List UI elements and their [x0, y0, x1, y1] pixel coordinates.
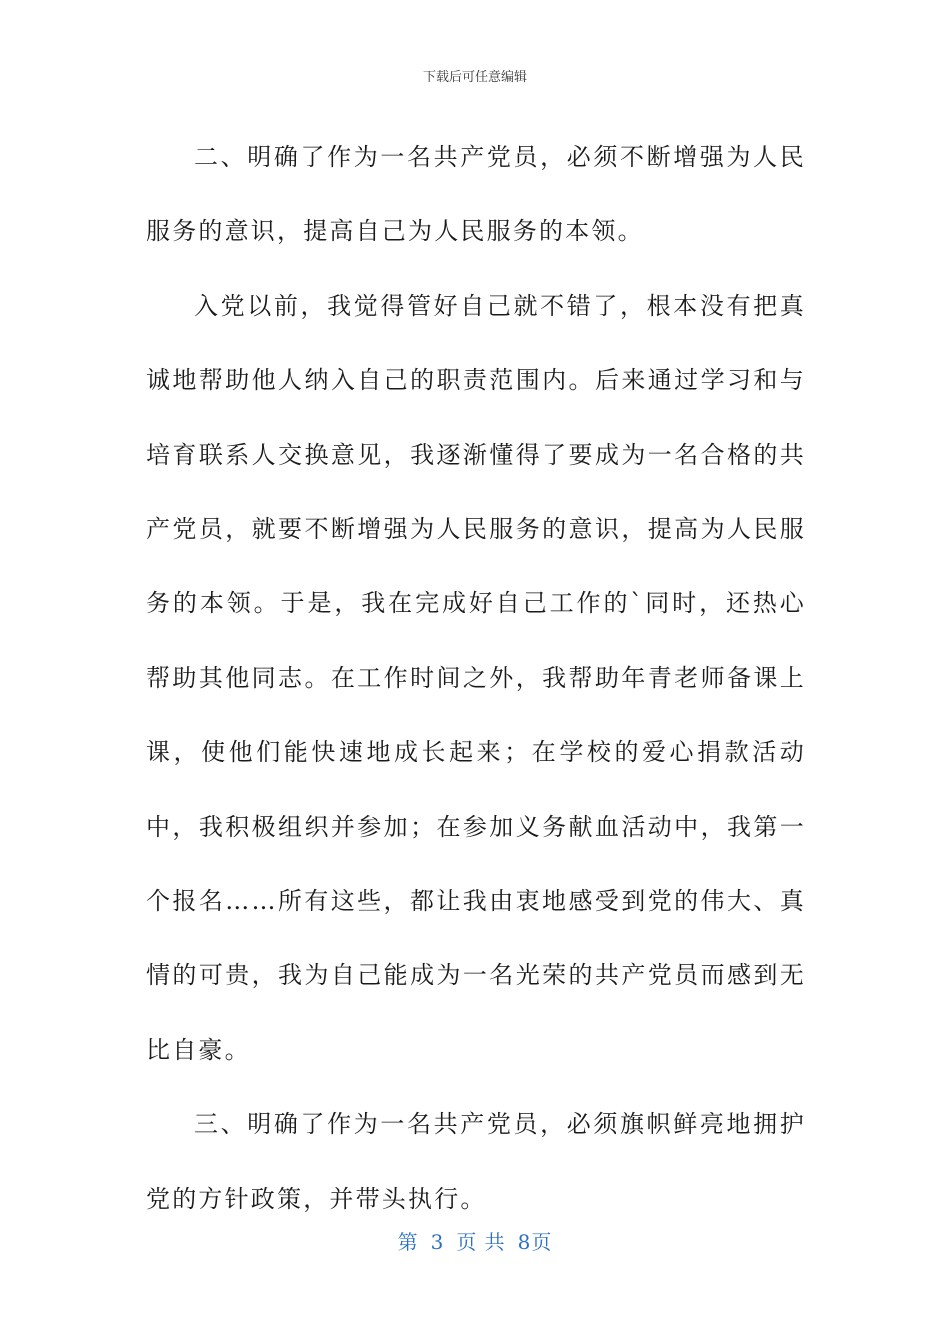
footer-current-page: 3 [430, 1230, 445, 1254]
page-header-note: 下载后可任意编辑 [422, 70, 527, 85]
paragraph-section-two: 二、明确了作为一名共产党员，必须不断增强为人民服务的意识，提高自己为人民服务的本领。 [146, 143, 806, 246]
footer-middle: 页 共 [456, 1230, 506, 1254]
footer-total-pages: 8页 [517, 1230, 553, 1254]
paragraph-section-three: 三、明确了作为一名共产党员，必须旗帜鲜亮地拥护党的方针政策，并带头执行。 [146, 1110, 806, 1213]
footer-prefix: 第 [397, 1230, 419, 1254]
paragraph-before-joining: 入党以前，我觉得管好自己就不错了，根本没有把真诚地帮助他人纳入自己的职责范围内。后来通过学习和与培育联系人交换意见，我逐渐懂得了要成为一名合格的共产党员，就要不断增强为人民服务的意识，提高为人民服务的本领。于是，我在完成好自己工作的`同时，还热心帮助其他同志。在工作时间之外，我帮助年青老师备课上课，使他们能快速地成长起来；在学校的爱心捐款活动中，我积极组织并参加；在参加义务献血活动中，我第一个报名……所有这些，都让我由衷地感受到党的伟大、真情的可贵，我为自己能成为一名光荣的共产党员而感到无比自豪。 [146, 291, 806, 1064]
document-body [146, 120, 806, 1236]
page-number-footer [0, 1226, 950, 1255]
